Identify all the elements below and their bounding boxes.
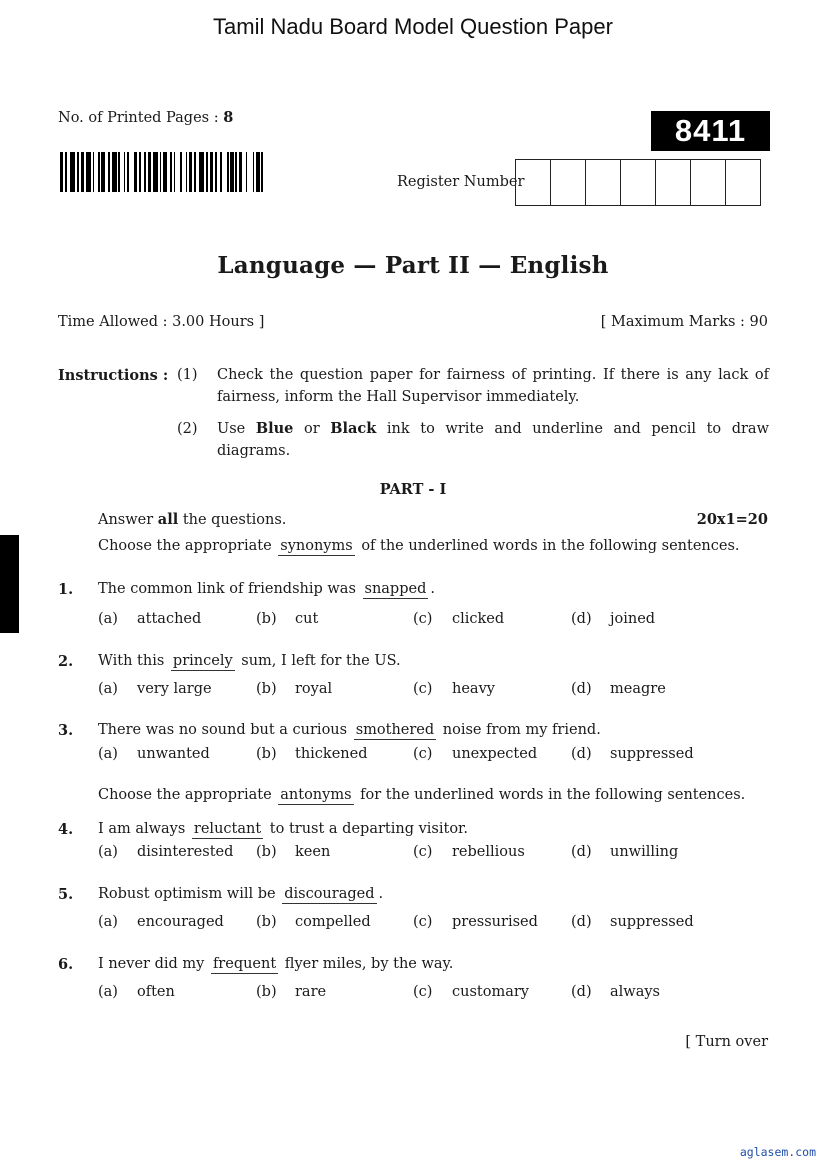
option-text[interactable]: clicked bbox=[452, 611, 505, 627]
option-text[interactable]: disinterested bbox=[137, 844, 234, 860]
option-text[interactable]: keen bbox=[295, 844, 331, 860]
question-text bbox=[98, 652, 401, 671]
printed-pages-value: 8 bbox=[223, 109, 234, 126]
directive-keyword: antonyms bbox=[280, 787, 352, 803]
option-text[interactable]: pressurised bbox=[452, 914, 538, 930]
option-text[interactable]: compelled bbox=[295, 914, 371, 930]
directive-text: of the underlined words in the following sentences. bbox=[361, 538, 740, 554]
option-text[interactable]: always bbox=[610, 984, 660, 1000]
answer-text: Answer bbox=[98, 512, 158, 528]
question-number: 3. bbox=[58, 722, 74, 739]
option-label: (c) bbox=[413, 611, 433, 627]
option-label: (b) bbox=[256, 984, 277, 1000]
instructions-label: Instructions : bbox=[58, 367, 169, 384]
option-label: (d) bbox=[571, 681, 592, 697]
option-label: (c) bbox=[413, 844, 433, 860]
instruction-text bbox=[217, 418, 769, 462]
register-digit-box[interactable] bbox=[585, 159, 621, 206]
question-fragment: noise from my friend. bbox=[442, 722, 601, 738]
question-fragment: I never did my bbox=[98, 956, 205, 972]
option-text[interactable]: heavy bbox=[452, 681, 495, 697]
answer-all-line bbox=[98, 511, 286, 528]
option-text[interactable]: customary bbox=[452, 984, 529, 1000]
option-label: (c) bbox=[413, 984, 433, 1000]
paper-title: Language — Part II — English bbox=[217, 252, 609, 279]
option-text[interactable]: meagre bbox=[610, 681, 666, 697]
printed-pages bbox=[58, 109, 233, 126]
question-fragment: . bbox=[378, 886, 384, 902]
question-text bbox=[98, 820, 468, 839]
option-text[interactable]: cut bbox=[295, 611, 319, 627]
underlined-word: discouraged bbox=[284, 886, 375, 902]
option-label: (c) bbox=[413, 681, 433, 697]
option-text[interactable]: rare bbox=[295, 984, 327, 1000]
register-number-label: Register Number bbox=[397, 174, 525, 190]
answer-text: the questions. bbox=[178, 512, 287, 528]
option-label: (d) bbox=[571, 984, 592, 1000]
question-number: 4. bbox=[58, 821, 74, 838]
barcode bbox=[60, 152, 267, 192]
option-label: (a) bbox=[98, 746, 118, 762]
register-digit-box[interactable] bbox=[620, 159, 656, 206]
option-label: (a) bbox=[98, 681, 118, 697]
question-text bbox=[98, 580, 435, 599]
instruction-fragment: ink to write and underline and pencil to draw diagrams. bbox=[217, 421, 769, 459]
underlined-word: smothered bbox=[355, 722, 435, 738]
directive-text: Choose the appropriate bbox=[98, 538, 272, 554]
instruction-text: Check the question paper for fairness of printing. If there is any lack of fairness, inform the Hall Supervisor immediately. bbox=[217, 367, 769, 405]
option-label: (c) bbox=[413, 914, 433, 930]
option-text[interactable]: thickened bbox=[295, 746, 368, 762]
register-digit-box[interactable] bbox=[690, 159, 726, 206]
option-label: (d) bbox=[571, 746, 592, 762]
question-number: 2. bbox=[58, 653, 74, 670]
question-fragment: sum, I left for the US. bbox=[241, 653, 401, 669]
option-label: (b) bbox=[256, 844, 277, 860]
option-text[interactable]: rebellious bbox=[452, 844, 525, 860]
option-label: (a) bbox=[98, 611, 118, 627]
side-black-mark bbox=[0, 535, 19, 633]
time-allowed: Time Allowed : 3.00 Hours ] bbox=[58, 314, 265, 330]
paper-code-box bbox=[651, 111, 770, 151]
option-label: (d) bbox=[571, 844, 592, 860]
option-text[interactable]: unexpected bbox=[452, 746, 538, 762]
register-digit-box[interactable] bbox=[725, 159, 761, 206]
page-banner: Tamil Nadu Board Model Question Paper bbox=[213, 14, 613, 39]
option-text[interactable]: often bbox=[137, 984, 175, 1000]
section-score: 20x1=20 bbox=[696, 511, 768, 528]
option-text[interactable]: royal bbox=[295, 681, 333, 697]
option-text[interactable]: joined bbox=[610, 611, 656, 627]
paper-code: 8411 bbox=[674, 113, 747, 148]
directive-text: Choose the appropriate bbox=[98, 787, 272, 803]
instruction-bold-black: Black bbox=[330, 420, 377, 437]
option-label: (d) bbox=[571, 914, 592, 930]
instruction-bold-blue: Blue bbox=[255, 420, 294, 437]
question-fragment: With this bbox=[98, 653, 165, 669]
question-text bbox=[98, 955, 453, 974]
option-text[interactable]: suppressed bbox=[610, 746, 694, 762]
option-text[interactable]: suppressed bbox=[610, 914, 694, 930]
option-label: (a) bbox=[98, 844, 118, 860]
question-number: 6. bbox=[58, 956, 74, 973]
option-text[interactable]: unwanted bbox=[137, 746, 210, 762]
option-label: (b) bbox=[256, 611, 277, 627]
question-number: 1. bbox=[58, 581, 74, 598]
option-label: (d) bbox=[571, 611, 592, 627]
question-fragment: . bbox=[430, 581, 435, 597]
option-label: (c) bbox=[413, 746, 433, 762]
turn-over: [ Turn over bbox=[685, 1034, 768, 1050]
underlined-word: frequent bbox=[212, 956, 277, 972]
instruction-number: (2) bbox=[177, 421, 198, 437]
instruction-number: (1) bbox=[177, 367, 198, 383]
option-text[interactable]: encouraged bbox=[137, 914, 224, 930]
question-fragment: to trust a departing visitor. bbox=[269, 821, 469, 837]
underlined-word: princely bbox=[172, 653, 233, 669]
question-text bbox=[98, 885, 383, 904]
directive-keyword: synonyms bbox=[280, 538, 353, 554]
option-label: (a) bbox=[98, 914, 118, 930]
underlined-word: snapped bbox=[364, 581, 427, 597]
instruction-fragment: or bbox=[293, 421, 331, 437]
register-number-boxes[interactable] bbox=[515, 159, 761, 206]
option-label: (a) bbox=[98, 984, 118, 1000]
question-text bbox=[98, 721, 601, 740]
part-heading: PART - I bbox=[379, 481, 447, 498]
option-label: (b) bbox=[256, 746, 277, 762]
printed-pages-label: No. of Printed Pages : bbox=[58, 110, 224, 126]
antonyms-directive bbox=[98, 786, 745, 805]
question-number: 5. bbox=[58, 886, 74, 903]
maximum-marks: [ Maximum Marks : 90 bbox=[600, 314, 768, 330]
question-fragment: The common link of friendship was bbox=[98, 581, 356, 597]
synonyms-directive bbox=[98, 537, 740, 556]
question-fragment: Robust optimism will be bbox=[98, 886, 276, 902]
directive-text: for the underlined words in the following sentences. bbox=[360, 787, 746, 803]
question-fragment: There was no sound but a curious bbox=[98, 722, 348, 738]
option-text[interactable]: very large bbox=[137, 681, 212, 697]
option-label: (b) bbox=[256, 914, 277, 930]
barcode-bar bbox=[263, 152, 266, 192]
source-watermark: aglasem.com bbox=[739, 1145, 816, 1159]
underlined-word: reluctant bbox=[193, 821, 262, 837]
question-fragment: flyer miles, by the way. bbox=[284, 956, 454, 972]
option-text[interactable]: unwilling bbox=[610, 844, 679, 860]
question-fragment: I am always bbox=[98, 821, 186, 837]
option-label: (b) bbox=[256, 681, 277, 697]
register-digit-box[interactable] bbox=[655, 159, 691, 206]
register-digit-box[interactable] bbox=[550, 159, 586, 206]
answer-bold: all bbox=[157, 511, 179, 528]
option-text[interactable]: attached bbox=[137, 611, 202, 627]
instruction-fragment: Use bbox=[217, 421, 256, 437]
register-digit-box[interactable] bbox=[515, 159, 551, 206]
